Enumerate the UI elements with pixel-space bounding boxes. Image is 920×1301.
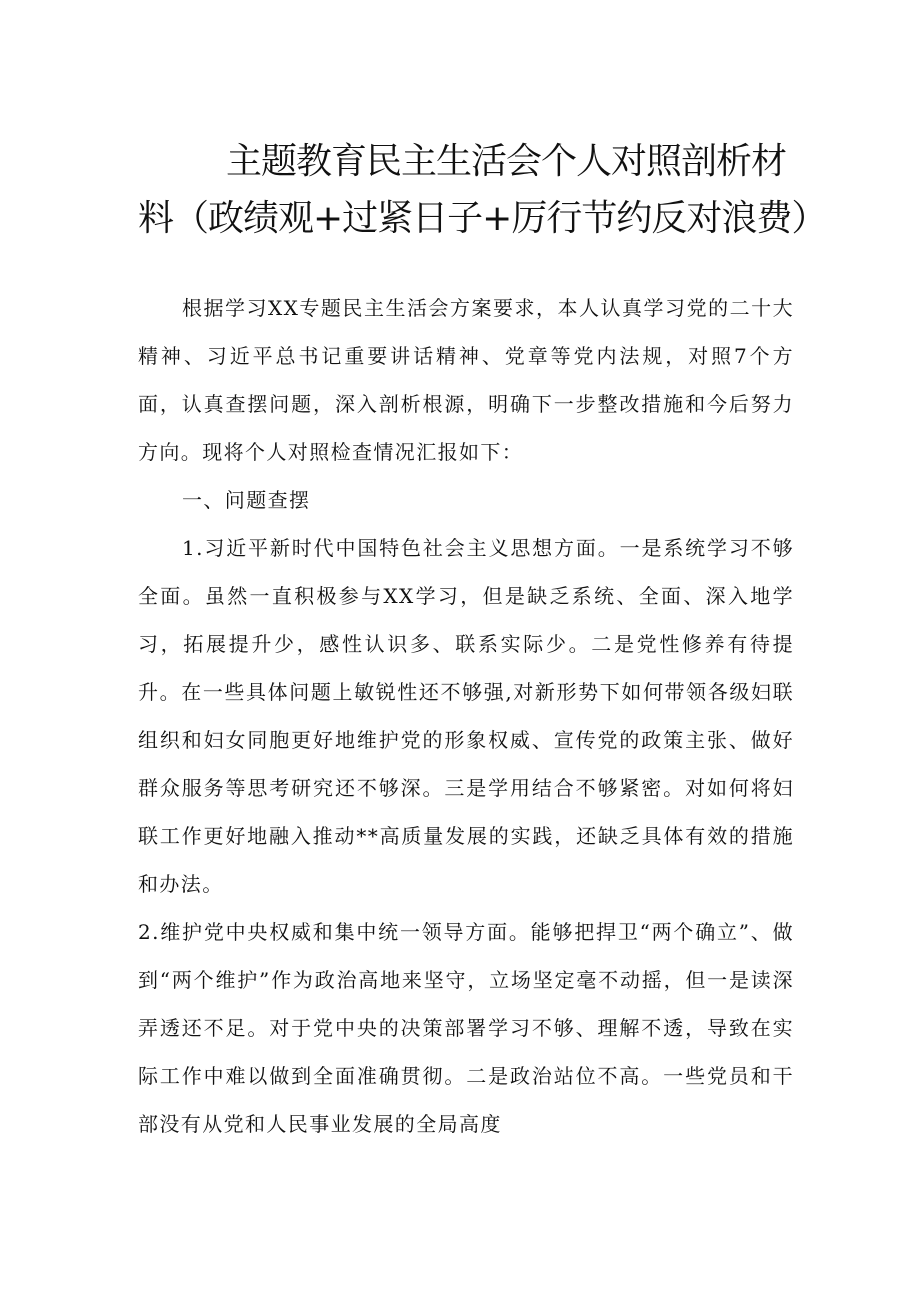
document-title-line-1: 主题教育民主生活会个人对照剖析材 bbox=[226, 141, 787, 182]
document-title-line-2: 料（政绩观+过紧日子+厉行节约反对浪费） bbox=[138, 198, 827, 239]
item-paragraph-1: 1.习近平新时代中国特色社会主义思想方面。一是系统学习不够全面。虽然一直积极参与XX学习，但是缺乏系统、全面、深入地学习，拓展提升少，感性认识多、联系实际少。二是党性修养有待提升。在一些具体问题上敏锐性还不够强,对新形势下如何带领各级妇联组织和妇女同胞更好地维护党的形象权威、宣传党的政策主张、做好群众服务等思考研究还不够深。三是学用结合不够紧密。对如何将妇联工作更好地融入推动**高质量发展的实践，还缺乏具体有效的措施和办法。 bbox=[138, 536, 794, 896]
item-paragraph-2: 2.维护党中央权威和集中统一领导方面。能够把捍卫“两个确立”、做到“两个维护”作为政治高地来坚守，立场坚定毫不动摇，但一是读深弄透还不足。对于党中央的决策部署学习不够、理解不透，导致在实际工作中难以做到全面准确贯彻。二是政治站位不高。一些党员和干部没有从党和人民事业发展的全局高度 bbox=[138, 920, 794, 1136]
intro-paragraph: 根据学习XX专题民主生活会方案要求，本人认真学习党的二十大精神、习近平总书记重要讲话精神、党章等党内法规，对照7个方面，认真查摆问题，深入剖析根源，明确下一步整改措施和今后努力方向。现将个人对照检查情况汇报如下： bbox=[138, 296, 794, 464]
section-heading-problems: 一、问题查摆 bbox=[182, 488, 311, 512]
document-body bbox=[138, 284, 794, 1148]
